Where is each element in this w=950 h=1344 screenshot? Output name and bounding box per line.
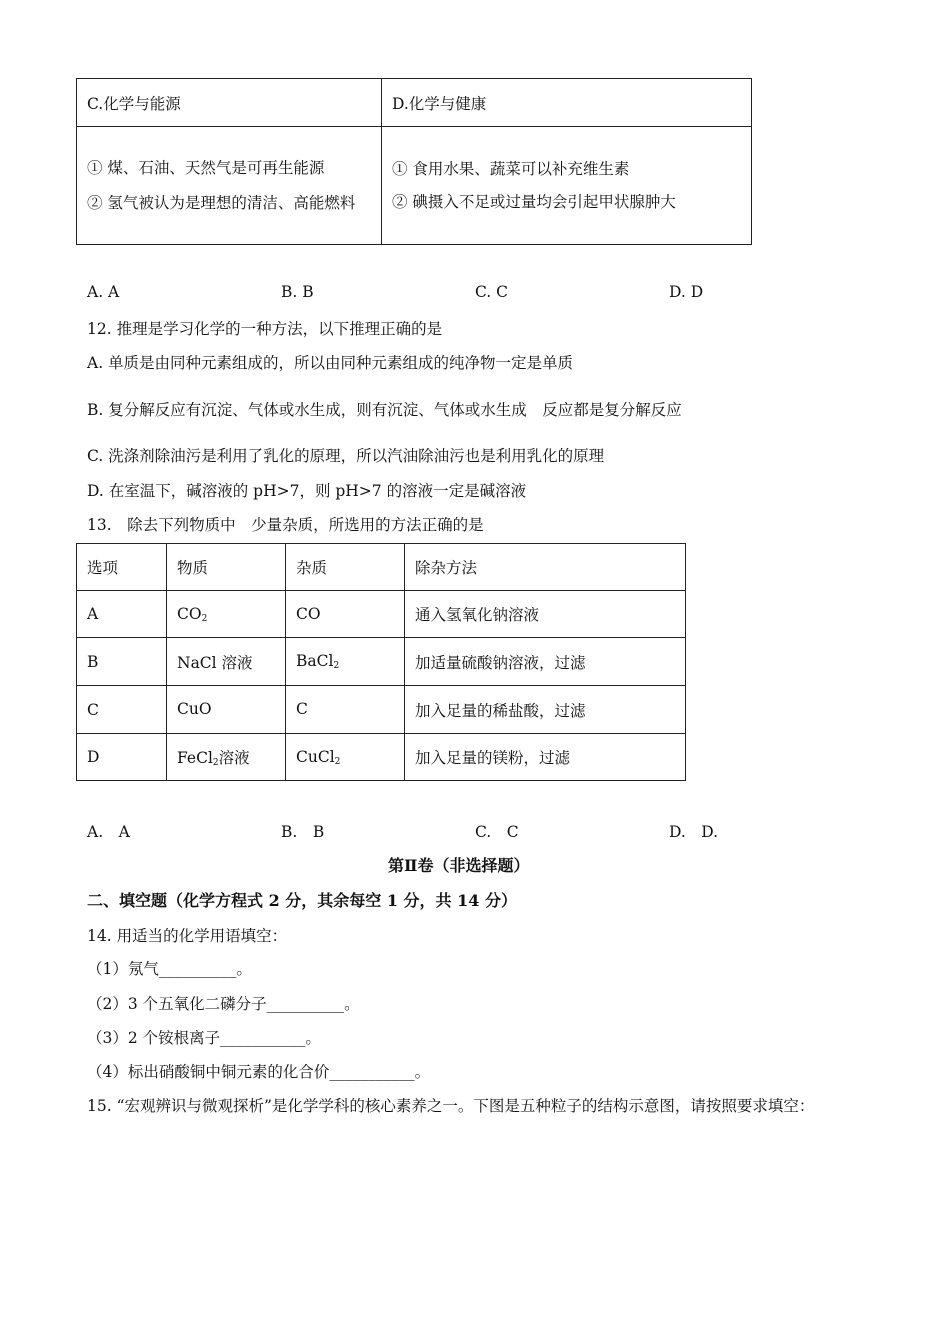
q13-row-a-impurity: CO xyxy=(286,591,405,638)
q14-item-2: （2）3 个五氧化二磷分子__________。 xyxy=(87,995,360,1013)
q13-row-c-option: C xyxy=(77,686,167,734)
q14-item-4: （4）标出硝酸铜中铜元素的化合价___________。 xyxy=(87,1063,431,1081)
q12-stem: 12. 推理是学习化学的一种方法，以下推理正确的是 xyxy=(87,320,443,338)
q13-row-a-substance: $CO_2$ xyxy=(167,591,286,638)
q11-option-b: B. B xyxy=(281,283,314,301)
q13-row-b-impurity: BaCl$_2$ xyxy=(286,638,405,686)
table-row xyxy=(77,638,686,686)
table-header-d: D.化学与健康 xyxy=(382,79,752,127)
q11-option-c: C. C xyxy=(475,283,509,301)
table-cell-c-content xyxy=(77,127,382,245)
q13-row-d-substance: FeCl$_2$溶液 xyxy=(167,734,286,781)
d-item-2: ② 碘摄入不足或过量均会引起甲状腺肿大 xyxy=(392,192,676,211)
q13-option-c: C. C xyxy=(475,823,519,841)
table-header-c: C.化学与能源 xyxy=(77,79,382,127)
q11-option-d: D. D xyxy=(669,283,704,301)
q12-option-a: A. 单质是由同种元素组成的，所以由同种元素组成的纯净物一定是单质 xyxy=(87,354,574,372)
q14-stem: 14. 用适当的化学用语填空： xyxy=(87,927,288,945)
q13-option-d: D. D. xyxy=(669,823,719,841)
q13-row-c-substance: CuO xyxy=(167,686,286,734)
q12-option-b: B. 复分解反应有沉淀、气体或水生成，则有沉淀、气体或水生成 反应都是复分解反应 xyxy=(87,401,682,419)
q13-row-c-impurity: C xyxy=(286,686,405,734)
table-row xyxy=(77,734,686,781)
d-item-1: ① 食用水果、蔬菜可以补充维生素 xyxy=(392,159,630,178)
q13-row-d-option: D xyxy=(77,734,167,781)
section2-title: 第Ⅱ卷（非选择题） xyxy=(388,856,530,875)
table-row xyxy=(77,686,686,734)
q12-option-c: C. 洗涤剂除油污是利用了乳化的原理，所以汽油除油污也是利用乳化的原理 xyxy=(87,447,605,465)
q13-row-a-method: 通入氢氧化钠溶液 xyxy=(405,591,686,638)
q13-row-d-method: 加入足量的镁粉，过滤 xyxy=(405,734,686,781)
q15-stem: 15. “宏观辨识与微观探析”是化学学科的核心素养之一。下图是五种粒子的结构示意图，请按照要求填空： xyxy=(87,1097,815,1115)
options-table-cd xyxy=(76,78,752,245)
q14-item-3: （3）2 个铵根离子___________。 xyxy=(87,1029,321,1047)
q13-header-impurity: 杂质 xyxy=(286,544,405,591)
table-cell-d-content xyxy=(382,127,752,245)
q13-row-b-substance: NaCl 溶液 xyxy=(167,638,286,686)
q13-row-b-option: B xyxy=(77,638,167,686)
q13-header-method: 除杂方法 xyxy=(405,544,686,591)
q13-row-c-method: 加入足量的稀盐酸，过滤 xyxy=(405,686,686,734)
q13-row-b-method: 加适量硫酸钠溶液，过滤 xyxy=(405,638,686,686)
part2-title: 二、填空题（化学方程式 2 分，其余每空 1 分，共 14 分） xyxy=(87,891,517,910)
c-item-2: ② 氢气被认为是理想的清洁、高能燃料 xyxy=(87,193,356,212)
q13-row-d-impurity: CuCl$_2$ xyxy=(286,734,405,781)
q11-option-a: A. A xyxy=(87,283,120,301)
q13-option-b: B. B xyxy=(281,823,325,841)
q13-row-a-option: A xyxy=(77,591,167,638)
table-row xyxy=(77,591,686,638)
q12-option-d: D. 在室温下，碱溶液的 pH>7，则 pH>7 的溶液一定是碱溶液 xyxy=(87,482,527,500)
q13-header-option: 选项 xyxy=(77,544,167,591)
q13-option-a: A. A xyxy=(87,823,130,841)
q13-header-substance: 物质 xyxy=(167,544,286,591)
q13-table xyxy=(76,543,686,781)
c-item-1: ① 煤、石油、天然气是可再生能源 xyxy=(87,158,325,177)
q14-item-1: （1）氖气__________。 xyxy=(87,960,252,978)
q13-stem: 13. 除去下列物质中 少量杂质，所选用的方法正确的是 xyxy=(87,516,484,534)
